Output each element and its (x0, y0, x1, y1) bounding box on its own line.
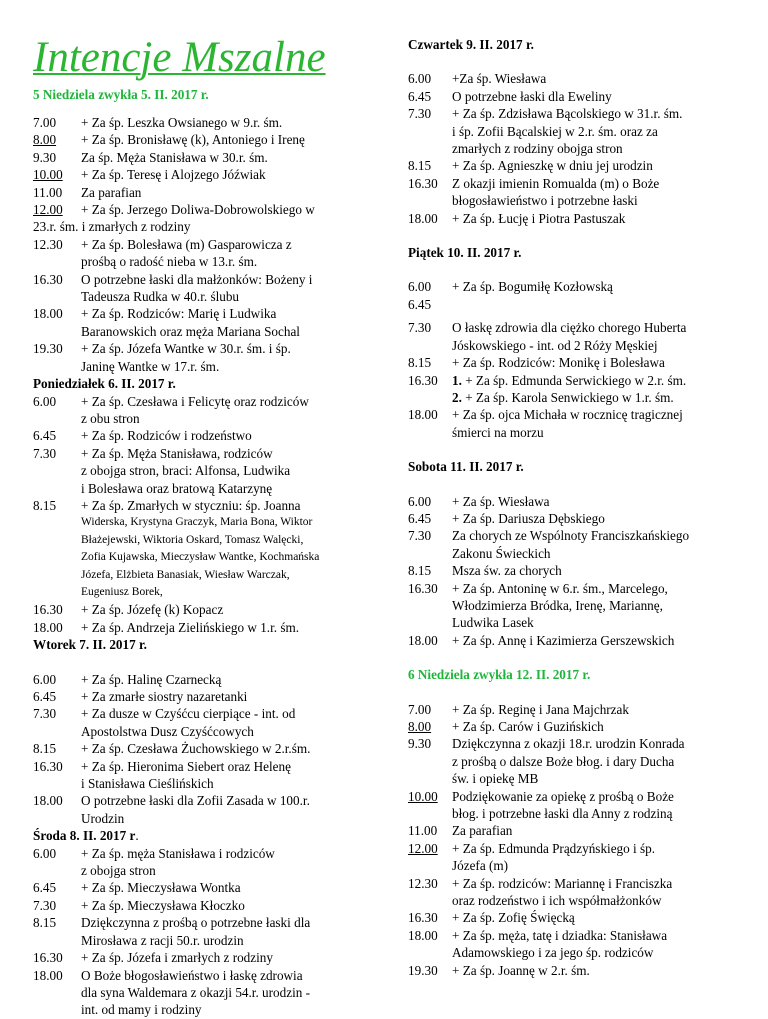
list-item (408, 354, 748, 371)
heading-piatek: Piątek 10. II. 2017 r. (408, 245, 522, 261)
intention (452, 296, 748, 313)
mass-time: 16.30 (33, 950, 63, 966)
mass-time: 6.00 (408, 279, 432, 295)
intention: Z okazji imienin Romualda (m) o Boże błogosławieństwo i potrzebne łaski (452, 175, 660, 209)
mass-time: 16.30 (408, 910, 438, 926)
list-item (33, 445, 373, 497)
intention: + Za śp. Antoninę w 6.r. śm., Marcelego, Włodzimierza Bródka, Irenę, Mariannę, Ludwika Lasek (452, 580, 668, 631)
mass-time: 6.45 (33, 689, 57, 704)
intention: + Za śp. Leszka Owsianego w 9.r. śm. (81, 115, 283, 130)
heading-niedziela-6: 6 Niedziela zwykła 12. II. 2017 r. (408, 667, 591, 683)
list-item (33, 619, 373, 636)
mass-time: 6.45 (33, 428, 57, 444)
spacer (408, 227, 748, 244)
mass-time: 6.00 (33, 393, 57, 409)
page-title: Intencje Mszalne (33, 34, 326, 81)
list-item (33, 236, 373, 271)
mass-time: 7.30 (33, 897, 57, 913)
list-item (408, 70, 748, 87)
list-item (33, 879, 373, 896)
intention: + Za śp. Agnieszkę w dniu jej urodzin (452, 158, 653, 174)
intention: + Za śp. Czesława Żuchowskiego w 2.r.śm. (81, 741, 311, 757)
intention: + Za zmarłe siostry nazaretanki (81, 689, 248, 704)
intention: + Za śp. Hieronima Siebert oraz Helenę i Stanisława Cieślińskich (81, 758, 291, 792)
list-item (33, 949, 373, 966)
intention: O potrzebne łaski dla Eweliny (452, 88, 612, 104)
mass-time: 16.30 (33, 271, 63, 287)
spacer (408, 649, 748, 666)
list-item (408, 175, 748, 210)
mass-time: 12.00 (408, 840, 438, 856)
list-item (408, 296, 748, 313)
mass-time: 7.30 (33, 445, 57, 461)
mass-time: 18.00 (408, 927, 438, 943)
mass-time: 8.15 (408, 355, 432, 371)
list-item (408, 632, 748, 649)
mass-time: 9.30 (33, 149, 57, 165)
mass-time: 18.00 (408, 407, 438, 423)
heading-sobota: Sobota 11. II. 2017 r. (408, 459, 524, 475)
list-item (33, 914, 373, 949)
list-item-names (33, 514, 373, 601)
mass-time: 11.00 (33, 184, 63, 200)
mass-time: 10.00 (408, 788, 438, 804)
intention: + Za śp. Męża Stanisława, rodziców z obojga stron, braci: Alfonsa, Ludwika i Bolesława oraz bratową Katarzynę (81, 445, 291, 496)
mass-time: 6.45 (408, 510, 432, 526)
list-niedziela-5 (33, 114, 373, 1019)
list-item (408, 562, 748, 579)
intention: + Za śp. Czesława i Felicytę oraz rodziców z obu stron (81, 393, 309, 426)
intention: + Za śp. Andrzeja Zielińskiego w 1.r. śm. (81, 619, 300, 635)
list-item-continuation (33, 218, 373, 235)
mass-time: 6.45 (408, 88, 432, 104)
intention: + Za śp. Zofię Święcką (452, 910, 575, 926)
list-item (33, 792, 373, 827)
list-item (33, 114, 373, 131)
mass-time: 8.15 (33, 915, 57, 931)
mass-time: 18.00 (33, 793, 63, 809)
list-item (408, 580, 748, 632)
list-item (408, 909, 748, 926)
mass-time: 8.00 (33, 132, 57, 148)
intention: Za parafian (81, 184, 142, 200)
mass-time: 16.30 (408, 580, 438, 596)
mass-time: 7.30 (408, 106, 432, 122)
list-item (33, 340, 373, 375)
list-item (33, 131, 373, 148)
list-item (408, 735, 748, 787)
list-item (408, 210, 748, 227)
heading-czwartek: Czwartek 9. II. 2017 r. (408, 37, 534, 52)
intention: + Za śp. Joannę w 2.r. śm. (452, 962, 590, 978)
mass-time: 18.00 (408, 632, 438, 648)
intention: + Za śp. Rodziców: Marię i Ludwika Baranowskich oraz męża Mariana Sochal (81, 306, 300, 339)
intention: 1. + Za śp. Edmunda Serwickiego w 2.r. śm. 2. + Za śp. Karola Senwickiego w 1.r. śm. (452, 372, 687, 405)
mass-time (33, 514, 81, 601)
intention: Msza św. za chorych (452, 563, 562, 579)
mass-time: 7.00 (33, 115, 57, 130)
intention: + Za śp. Józefę (k) Kopacz (81, 602, 224, 618)
intention: + Za śp. Zdzisława Bącolskiego w 31.r. śm. i śp. Zofii Bącalskiej w 2.r. śm. oraz za zmarłych z rodziny obojga stron (452, 106, 683, 157)
intention: + Za śp. Reginę i Jana Majchrzak (452, 701, 629, 717)
list-item (408, 406, 748, 441)
intention: + Za śp. Dariusza Dębskiego (452, 510, 605, 526)
list-right (408, 36, 748, 979)
list-item (33, 497, 373, 514)
mass-time: 12.30 (33, 236, 63, 252)
list-item (33, 149, 373, 166)
intention: + Za śp. Annę i Kazimierza Gerszewskich (452, 632, 675, 648)
list-item (408, 788, 748, 823)
intention: O Boże błogosławieństwo i łaskę zdrowia dla syna Waldemara z okazji 54.r. urodzin - int. od mamy i rodziny (81, 967, 311, 1018)
intention: + Za śp. Józefa i zmarłych z rodziny (81, 950, 273, 966)
heading-poniedzialek: Poniedziałek 6. II. 2017 r. (33, 376, 176, 392)
mass-time: 12.00 (33, 202, 63, 218)
list-item (408, 701, 748, 718)
list-item (33, 184, 373, 201)
intention: + Za śp. Rodziców: Monikę i Bolesława (452, 355, 665, 371)
mass-time: 16.30 (33, 758, 63, 774)
spacer (408, 441, 748, 458)
list-item (408, 962, 748, 979)
list-item (33, 688, 373, 705)
intention: + Za śp. Wiesława (452, 493, 550, 509)
intention: + Za śp. Bronisławę (k), Antoniego i Irenę (81, 132, 305, 148)
list-item (408, 822, 748, 839)
mass-time: 6.00 (408, 493, 432, 509)
list-item (408, 875, 748, 910)
intention: O łaskę zdrowia dla ciężko chorego Huberta Jóskowskiego - int. od 2 Róży Męskiej (452, 320, 687, 353)
mass-time: 8.15 (33, 497, 57, 513)
intention: Za śp. Męża Stanisława w 30.r. śm. (81, 149, 268, 165)
list-item (408, 510, 748, 527)
intention: + Za śp. Edmunda Prądzyńskiego i śp. Józefa (m) (452, 840, 656, 874)
spacer (408, 261, 748, 278)
mass-time: 16.30 (408, 175, 438, 191)
list-item (33, 427, 373, 444)
list-item (408, 927, 748, 962)
mass-time: 8.15 (408, 563, 432, 579)
list-item (408, 88, 748, 105)
list-item (408, 840, 748, 875)
list-item (33, 897, 373, 914)
intention: + Za śp. Bogumiłę Kozłowską (452, 279, 613, 295)
mass-time: 18.00 (33, 619, 63, 635)
list-item (408, 493, 748, 510)
mass-time: 12.30 (408, 875, 438, 891)
intention: + Za śp. rodziców: Mariannę i Franciszka oraz rodzeństwo i ich współmałżonków (452, 875, 673, 909)
heading-niedziela-5: 5 Niedziela zwykła 5. II. 2017 r. (33, 87, 209, 102)
spacer (408, 476, 748, 493)
mass-time: 18.00 (408, 210, 438, 226)
list-item (33, 671, 373, 688)
mass-time: 11.00 (408, 823, 438, 839)
intention: + Za śp. Jerzego Doliwa-Dobrowolskiego w (81, 202, 315, 218)
intention: O potrzebne łaski dla małżonków: Bożeny i Tadeusza Rudka w 40.r. ślubu (81, 271, 313, 305)
list-item (33, 166, 373, 183)
list-item (33, 758, 373, 793)
list-item (33, 305, 373, 340)
intention: + Za śp. Bolesława (m) Gasparowicza z prośbą o radość nieba w 13.r. śm. (81, 236, 292, 270)
list-item (33, 740, 373, 757)
intention: Za parafian (452, 823, 513, 839)
intention: O potrzebne łaski dla Zofii Zasada w 100.r. Urodzin (81, 793, 310, 826)
list-item (33, 393, 373, 428)
spacer (408, 684, 748, 701)
mass-time: 7.30 (408, 528, 432, 544)
mass-time: 7.30 (408, 320, 432, 336)
intention: Za chorych ze Wspólnoty Franciszkańskiego Zakonu Świeckich (452, 528, 690, 561)
list-item (408, 105, 748, 157)
mass-time: 7.30 (33, 706, 57, 722)
mass-time: 6.00 (408, 71, 432, 87)
intention: + Za śp. męża, tatę i dziadka: Stanisława Adamowskiego i za jego śp. rodziców (452, 927, 668, 961)
mass-time: 9.30 (408, 736, 432, 752)
intention: + Za dusze w Czyśćcu cierpiące - int. od Apostolstwa Dusz Czyśćcowych (81, 706, 296, 739)
intention: + Za śp. Zmarłych w styczniu: śp. Joanna (81, 497, 301, 513)
mass-time: 8.15 (33, 741, 57, 757)
list-item (33, 845, 373, 880)
intention: + Za śp. Carów i Guzińskich (452, 719, 604, 734)
intention: + Za śp. Łucję i Piotra Pastuszak (452, 210, 626, 226)
list-item (408, 718, 748, 735)
mass-time: 7.00 (408, 701, 432, 717)
intention: + Za śp. Teresę i Alojzego Jóźwiak (81, 167, 266, 183)
mass-time: 8.00 (408, 719, 432, 734)
mass-time: 16.30 (408, 372, 438, 388)
mass-time: 19.30 (408, 962, 438, 978)
list-item (33, 601, 373, 618)
list-item (408, 157, 748, 174)
intention: + Za śp. Mieczysława Kłoczko (81, 897, 245, 913)
intention: + Za śp. Rodziców i rodzeństwo (81, 428, 252, 444)
intention: Dziękczynna z prośbą o potrzebne łaski dla Mirosława z racji 50.r. urodzin (81, 915, 311, 948)
mass-time: 19.30 (33, 341, 63, 357)
intention: Widerska, Krystyna Graczyk, Maria Bona, Wiktor Błażejewski, Wiktoria Oskard, Tomasz Walęcki, Zofia Kujawska, Mieczysław Wantke, Kochmańska Józefa, Elżbieta Banasiak, Wiesław Warczak, Eugeniusz Borek, (81, 516, 320, 598)
intention: +Za śp. Wiesława (452, 71, 547, 87)
intention: + Za śp. Józefa Wantke w 30.r. śm. i śp. Janinę Wantke w 17.r. śm. (81, 341, 291, 374)
heading-wtorek: Wtorek 7. II. 2017 r. (33, 637, 147, 653)
list-item (33, 705, 373, 740)
intention: Podziękowanie za opiekę z prośbą o Boże błog. i potrzebne łaski dla Anny z rodziną (452, 788, 674, 822)
mass-time: 6.00 (33, 671, 57, 687)
intention: + Za śp. Halinę Czarnecką (81, 671, 222, 687)
mass-time: 8.15 (408, 158, 432, 174)
mass-time: 6.00 (33, 845, 57, 861)
list-item (408, 319, 748, 354)
heading-sroda: Środa 8. II. 2017 r. (33, 828, 139, 844)
intention: 23.r. śm. i zmarłych z rodziny (33, 219, 191, 235)
list-item (33, 967, 373, 1019)
intention: Dziękczynna z okazji 18.r. urodzin Konrada z prośbą o dalsze Boże błog. i dary Ducha św. i opiekę MB (452, 736, 685, 787)
mass-time: 18.00 (33, 306, 63, 322)
mass-time: 16.30 (33, 602, 63, 618)
list-item (408, 278, 748, 295)
list-item (33, 271, 373, 306)
list-item (408, 527, 748, 562)
mass-time: 6.45 (408, 296, 432, 312)
intention: + Za śp. ojca Michała w rocznicę tragicznej śmierci na morzu (452, 407, 683, 440)
spacer (33, 654, 373, 671)
intention: + Za śp. męża Stanisława i rodziców z obojga stron (81, 845, 275, 879)
mass-time: 18.00 (33, 967, 63, 983)
list-item (408, 372, 748, 407)
mass-time: 10.00 (33, 167, 63, 183)
mass-time: 6.45 (33, 880, 57, 896)
intention: + Za śp. Mieczysława Wontka (81, 880, 241, 896)
list-item (33, 201, 373, 218)
spacer (408, 53, 748, 70)
